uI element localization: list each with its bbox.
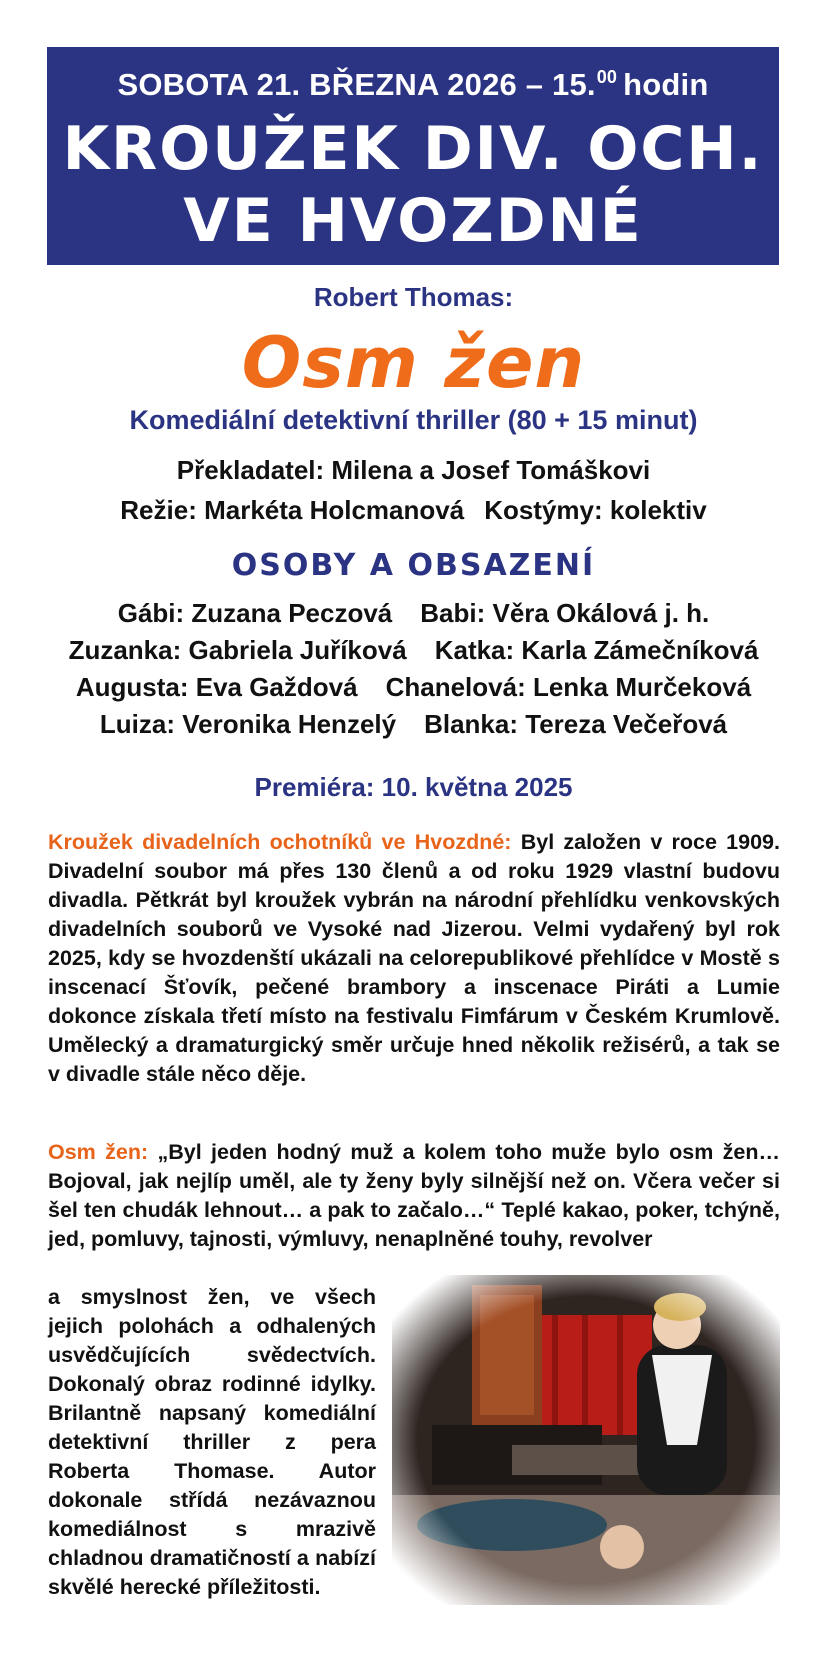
header-banner <box>47 47 779 265</box>
synopsis-paragraph <box>48 1138 780 1254</box>
play-genre: Komediální detektivní thriller (80 + 15 minut) <box>129 405 698 435</box>
event-date: SOBOTA 21. BŘEZNA 2026 – 15.00 hodin <box>117 67 709 102</box>
stage-photo <box>392 1275 780 1605</box>
about-text: Byl založen v roce 1909. Divadelní soubor má přes 130 členů a od roku 1929 vlastní budovu divadla. Pětkrát byl kroužek vybrán na národní přehlídku venkovských divadelních souborů ve Vysoké nad Jizerou. Velmi vydařený byl rok 2025, kdy se hvozdenští ukázali na celorepublikové přehlídce v Mostě s inscenací Šťovík, pečené brambory a inscenace Piráti a Lumie dokonce získala třetí místo na festivalu Fimfárum v Českém Krumlově. Umělecký a dramaturgický směr určuje hned několik režisérů, a tak se v divadle stále něco děje. <box>48 830 780 1086</box>
premiere-date: Premiéra: 10. května 2025 <box>254 772 573 802</box>
play-author: Robert Thomas: <box>313 282 514 312</box>
troupe-name-line1: KROUŽEK DIV. OCH. <box>62 114 764 184</box>
cast-row: Zuzanka: Gabriela Juříková Katka: Karla Zámečníková <box>68 635 759 665</box>
troupe-name <box>47 113 779 257</box>
cast-row: Luiza: Veronika Henzelý Blanka: Tereza Večeřová <box>99 709 728 739</box>
troupe-name-line2: VE HVOZDNÉ <box>183 186 643 256</box>
cast-heading: OSOBY A OBSAZENÍ <box>231 548 596 583</box>
cast-row: Gábi: Zuzana Peczová Babi: Věra Okálová j. h. <box>117 598 710 628</box>
play-title: Osm žen <box>241 322 586 404</box>
about-lead: Kroužek divadelních ochotníků ve Hvozdné: <box>48 830 512 854</box>
costumes-credit: Kostýmy: kolektiv <box>484 495 707 525</box>
synopsis-text-top: „Byl jeden hodný muž a kolem toho muže bylo osm žen… Bojoval, jak nejlíp uměl, ale ty ženy byly silnější než on. Včera večer si šel ten chudák lehnout… a pak to začalo…“ Teplé kakao, poker, tchýně, jed, pomluvy, tajnosti, výmluvy, nenaplněné touhy, revolver <box>48 1140 780 1251</box>
director-credit: Režie: Markéta Holcmanová <box>120 495 465 525</box>
about-troupe-paragraph <box>48 828 780 1089</box>
synopsis-continuation: a smyslnost žen, ve všech jejich polohách a odhalených usvědčujících svědectvích. Dokonalý obraz rodinné idylky. Brilantně napsaný komediální detektivní thriller z pera Roberta Thomase. Autor dokonale střídá nezávaznou komediálnost s mrazivě chladnou dramatičností a nabízí skvělé herecké příležitosti. <box>48 1285 376 1599</box>
synopsis-lead: Osm žen: <box>48 1140 149 1164</box>
translator-credit: Překladatel: Milena a Josef Tomáškovi <box>176 455 651 485</box>
cast-row: Augusta: Eva Gaždová Chanelová: Lenka Murčeková <box>75 672 752 702</box>
director-costumes-credit <box>0 495 827 526</box>
